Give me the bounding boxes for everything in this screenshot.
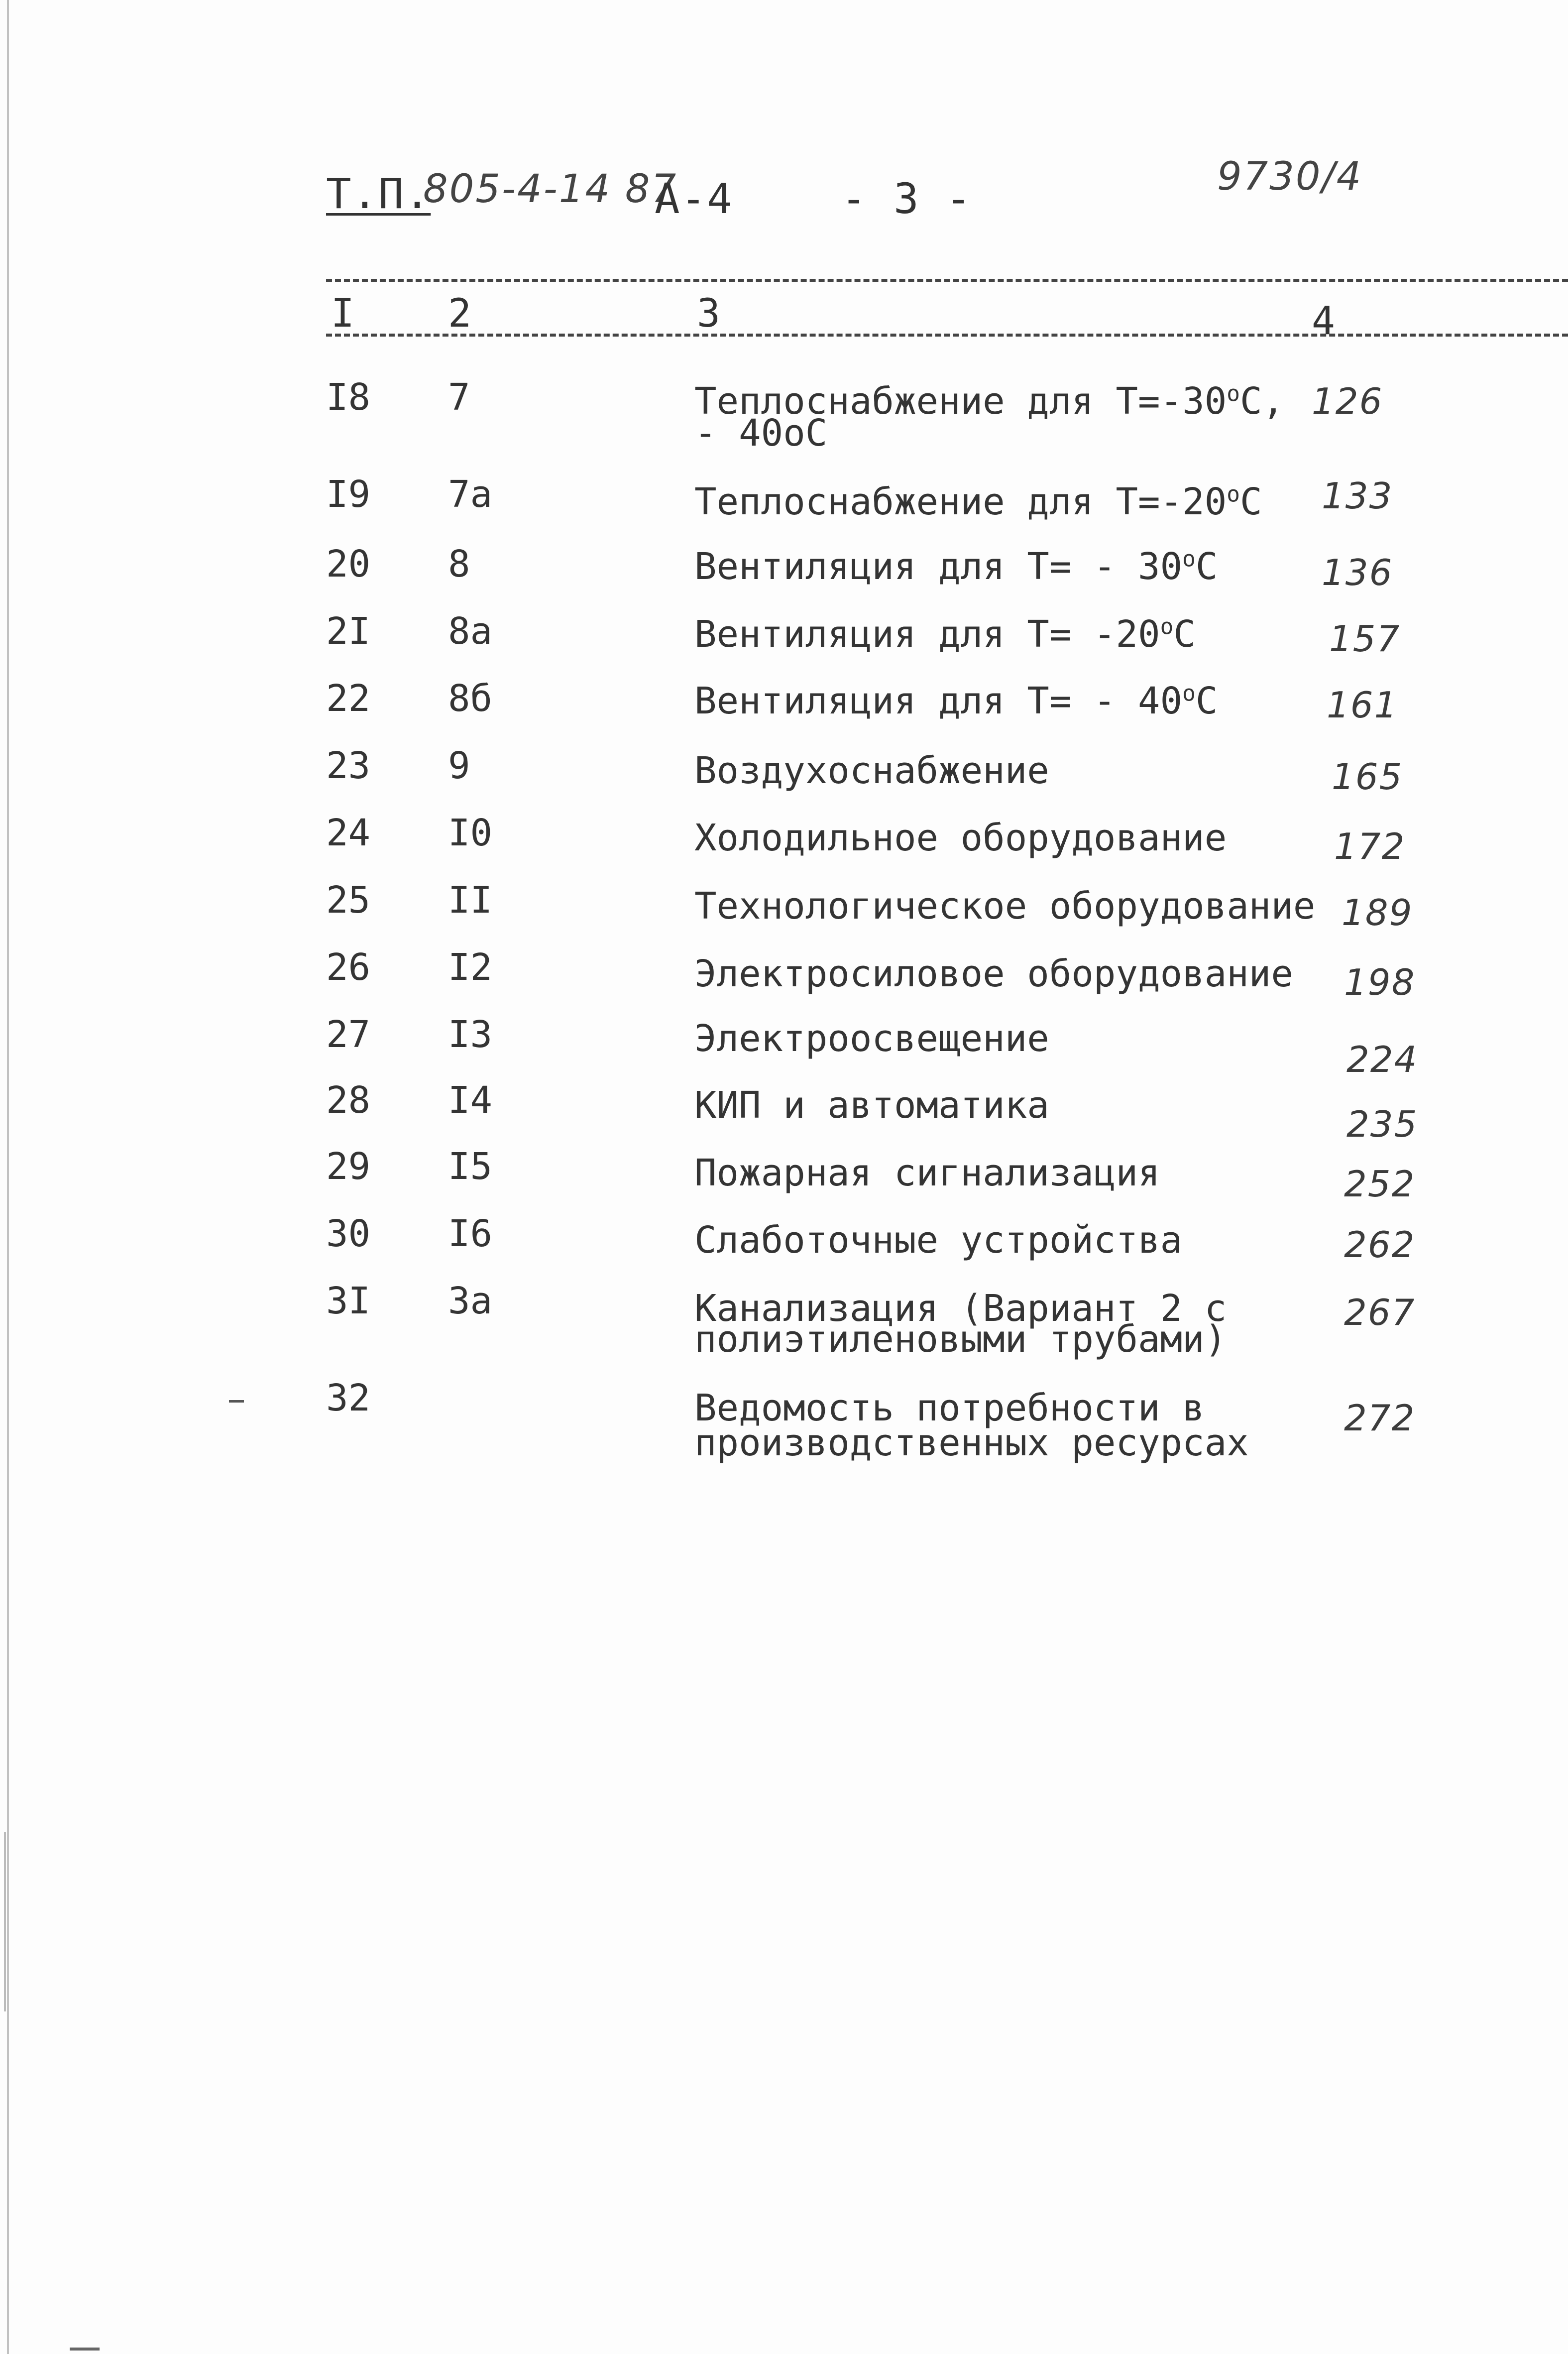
- row-page: 136: [1322, 552, 1393, 593]
- row-title: Электросиловое оборудование: [694, 952, 1293, 995]
- row-title: Теплоснабжение для $Т=-20^oС$: [694, 480, 1262, 523]
- column-header-4: 4: [1312, 299, 1335, 344]
- row-page: 252: [1344, 1163, 1416, 1205]
- row-title: Вентиляция для Т= - 40$^o$С: [694, 680, 1218, 722]
- row-title: Вентиляция для $Т= -20^oС$: [694, 613, 1196, 656]
- row-title-continuation: - 40оС: [694, 412, 828, 455]
- row-section: 3а: [448, 1280, 493, 1322]
- row-title: Пожарная сигнализация: [694, 1152, 1160, 1194]
- page-edge-line: [7, 0, 9, 2354]
- page-number: - 3 -: [841, 174, 972, 223]
- row-title: КИП и автоматика: [694, 1084, 1049, 1127]
- row-section: I5: [448, 1145, 493, 1188]
- row-number: I9: [326, 473, 371, 516]
- row-page: 198: [1344, 961, 1416, 1003]
- row-title: Ведомость потребности в: [694, 1387, 1205, 1429]
- row-title: Канализация (Вариант 2 с: [694, 1287, 1227, 1330]
- row-page: 133: [1322, 475, 1393, 517]
- row-number: I8: [326, 376, 371, 419]
- row-title-continuation: полиэтиленовыми трубами): [694, 1318, 1227, 1361]
- row-title: Теплоснабжение для $Т=-30^oС$,: [694, 380, 1285, 423]
- row-page: 189: [1342, 892, 1413, 934]
- row-page: 267: [1344, 1292, 1416, 1333]
- row-page: 126: [1312, 380, 1383, 422]
- row-section: I3: [448, 1013, 493, 1056]
- column-header-2: 2: [448, 291, 471, 336]
- table-header-rule: [326, 334, 1568, 337]
- row-number: 26: [326, 946, 371, 989]
- inventory-number: 9730/4: [1217, 154, 1363, 199]
- row-section: 9: [448, 744, 470, 787]
- row-number: 30: [326, 1212, 371, 1255]
- row-number: 2I: [326, 610, 371, 653]
- page-edge-mark: [4, 1832, 6, 2011]
- row-page: 262: [1344, 1224, 1416, 1266]
- row-title: Слаботочные устройства: [694, 1219, 1183, 1262]
- row-number: 28: [326, 1079, 371, 1122]
- column-header-1: I: [331, 291, 354, 336]
- row-number: 32: [326, 1377, 371, 1419]
- row-section: 8: [448, 543, 470, 586]
- row-number: 22: [326, 677, 371, 720]
- album-label: А-4: [655, 174, 733, 223]
- row-section: 7а: [448, 473, 493, 516]
- row-page: 272: [1344, 1397, 1416, 1439]
- project-number: 805-4-14 87: [423, 167, 678, 212]
- row-number: 25: [326, 879, 371, 922]
- row-page: 172: [1334, 825, 1406, 867]
- row-number: 20: [326, 543, 371, 586]
- column-header-3: 3: [697, 291, 720, 336]
- row-title: Воздухоснабжение: [694, 749, 1049, 792]
- row-number: 3I: [326, 1280, 371, 1322]
- row-section: I0: [448, 812, 493, 854]
- row-section: II: [448, 879, 493, 922]
- row-page: 235: [1346, 1103, 1418, 1145]
- row-section: I4: [448, 1079, 493, 1122]
- row-title: Электроосвещение: [694, 1017, 1049, 1060]
- bottom-edge-mark: [70, 2348, 100, 2351]
- row-number: 29: [326, 1145, 371, 1188]
- table-top-rule: [326, 279, 1568, 282]
- row-number: 23: [326, 744, 371, 787]
- row-section: 8а: [448, 610, 493, 653]
- tp-label: Т.П.: [326, 169, 431, 218]
- row-title: Технологическое оборудование: [694, 885, 1316, 928]
- margin-dash-mark: [229, 1400, 244, 1403]
- row-number: 24: [326, 812, 371, 854]
- row-number: 27: [326, 1013, 371, 1056]
- row-page: 157: [1329, 618, 1401, 660]
- row-section: 7: [448, 376, 470, 419]
- row-section: I6: [448, 1212, 493, 1255]
- row-page: 161: [1327, 684, 1398, 726]
- row-title: Холодильное оборудование: [694, 817, 1227, 859]
- row-title-continuation: производственных ресурсах: [694, 1421, 1249, 1464]
- row-page: 224: [1346, 1039, 1418, 1080]
- row-page: 165: [1332, 756, 1403, 798]
- row-section: I2: [448, 946, 493, 989]
- row-section: 8б: [448, 677, 493, 720]
- row-title: Вентиляция для Т= - 30$^o$С: [694, 545, 1218, 588]
